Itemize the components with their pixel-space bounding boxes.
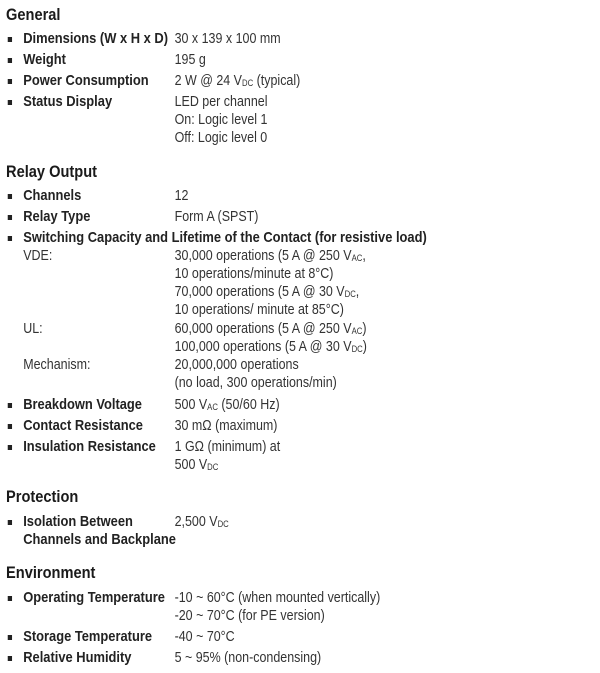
section-heading-general: General [6,5,61,24]
dimensions-value: 30 x 139 x 100 mm [174,31,281,47]
vde-line3-subscript: DC [344,289,356,299]
insulation-line2-text: 500 V [174,457,208,473]
bullet-icon [8,236,12,241]
status-display-line1: LED per channel [174,94,268,110]
status-display-label: Status Display [23,93,113,110]
ul-label: UL: [23,321,43,337]
relative-humidity-value: 5 ~ 95% (non-condensing) [174,650,322,666]
bullet-icon [8,100,12,105]
bullet-icon [8,596,12,601]
ul-line2-suffix: ) [362,339,367,355]
bullet-icon [8,58,12,63]
bullet-icon [8,520,12,525]
breakdown-value-text: 500 V [174,397,208,413]
power-value-text: 2 W @ 24 V [174,73,242,89]
ul-line1 [175,320,367,340]
power-consumption-value [175,72,301,92]
ul-line2-text: 100,000 operations (5 A @ 30 V [174,339,352,355]
bullet-icon [8,635,12,640]
relay-type-value: Form A (SPST) [174,209,259,225]
insulation-resistance-line1: 1 GΩ (minimum) at [174,439,281,455]
bullet-icon [8,194,12,199]
isolation-value [175,513,229,533]
dimensions-label: Dimensions (W x H x D) [23,30,169,47]
section-heading-protection: Protection [6,487,79,506]
power-value-suffix: (typical) [253,73,301,89]
insulation-line2-subscript: DC [207,462,219,472]
status-display-line2: On: Logic level 1 [174,112,268,128]
vde-line1-text: 30,000 operations (5 A @ 250 V [174,248,352,264]
ul-line2 [175,338,367,358]
vde-line3-text: 70,000 operations (5 A @ 30 V [174,284,345,300]
weight-label: Weight [23,51,66,68]
contact-resistance-value: 30 mΩ (maximum) [174,418,278,434]
relay-type-label: Relay Type [23,208,91,225]
insulation-resistance-line2 [175,456,219,476]
operating-temperature-line1: -10 ~ 60°C (when mounted vertically) [174,590,381,606]
mechanism-line1: 20,000,000 operations [174,357,299,373]
section-heading-relay-output: Relay Output [6,162,98,181]
bullet-icon [8,656,12,661]
mechanism-label: Mechanism: [23,357,91,373]
bullet-icon [8,215,12,220]
breakdown-value-suffix: (50/60 Hz) [217,397,280,413]
operating-temperature-line2: -20 ~ 70°C (for PE version) [174,608,325,624]
mechanism-line2: (no load, 300 operations/min) [174,375,337,391]
section-heading-environment: Environment [6,563,96,582]
ul-line1-text: 60,000 operations (5 A @ 250 V [174,321,352,337]
vde-line1-suffix: , [362,248,366,264]
power-value-subscript: DC [241,78,254,88]
isolation-label-line1: Isolation Between [23,513,133,530]
isolation-label-line2: Channels and Backplane [23,531,176,548]
vde-line3-suffix: , [355,284,360,300]
ul-line1-subscript: AC [351,326,363,336]
switching-capacity-label: Switching Capacity and Lifetime of the Contact (for resistive load) [23,229,427,246]
relative-humidity-label: Relative Humidity [23,649,132,666]
vde-label: VDE: [23,248,53,264]
bullet-icon [8,79,12,84]
isolation-value-text: 2,500 V [174,514,218,530]
isolation-value-subscript: DC [217,519,229,529]
breakdown-voltage-value [175,396,280,416]
bullet-icon [8,445,12,450]
operating-temperature-label: Operating Temperature [23,589,165,606]
vde-line1 [175,247,366,267]
vde-line4: 10 operations/ minute at 85°C) [174,302,344,318]
power-consumption-label: Power Consumption [23,72,149,89]
bullet-icon [8,403,12,408]
vde-line1-subscript: AC [351,253,363,263]
ul-line1-suffix: ) [362,321,367,337]
vde-line3 [175,283,360,303]
contact-resistance-label: Contact Resistance [23,417,143,434]
insulation-resistance-label: Insulation Resistance [23,438,156,455]
breakdown-voltage-label: Breakdown Voltage [23,396,142,413]
breakdown-value-subscript: AC [207,402,218,412]
vde-line2: 10 operations/minute at 8°C) [174,266,334,282]
bullet-icon [8,424,12,429]
status-display-line3: Off: Logic level 0 [174,130,268,146]
ul-line2-subscript: DC [351,344,363,354]
storage-temperature-value: -40 ~ 70°C [174,629,235,645]
channels-label: Channels [23,187,82,204]
channels-value: 12 [174,188,189,204]
bullet-icon [8,37,12,42]
storage-temperature-label: Storage Temperature [23,628,153,645]
weight-value: 195 g [174,52,206,68]
